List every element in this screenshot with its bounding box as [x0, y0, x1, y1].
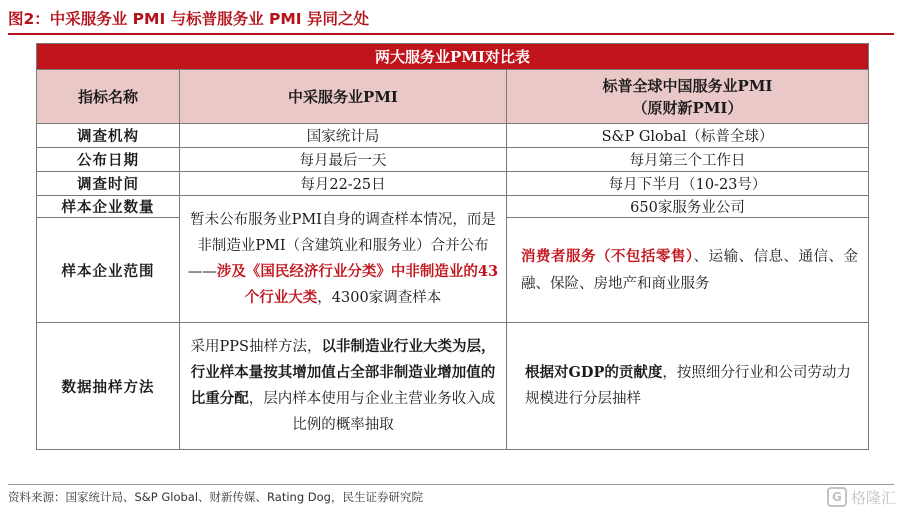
sp-cell: S&P Global（标普全球）: [507, 124, 869, 148]
row-label: 样本企业范围: [37, 218, 180, 323]
row-label: 数据抽样方法: [37, 323, 180, 450]
comparison-table: [36, 43, 869, 450]
figure-title: 图2：中采服务业 PMI 与标普服务业 PMI 异同之处: [8, 10, 369, 28]
column-header-row: [37, 70, 869, 124]
table-caption-row: [37, 44, 869, 70]
header-sp-pmi-line1: 标普全球中国服务业PMI: [602, 76, 773, 95]
header-indicator-name: 指标名称: [37, 70, 180, 124]
nbs-cell: 每月最后一天: [180, 148, 507, 172]
watermark-text: 格隆汇: [850, 488, 896, 507]
sp-scope-highlight: 消费者服务（不包括零售）: [521, 247, 694, 265]
sp-method-highlight: 根据对GDP的贡献度: [525, 364, 663, 381]
header-sp-pmi: [507, 70, 869, 124]
gelonghui-logo-icon: G: [827, 487, 847, 507]
sp-cell: 650家服务业公司: [507, 196, 869, 218]
table-row-release-date: [37, 148, 869, 172]
source-divider: [8, 484, 894, 485]
sp-cell: 每月下半月（10-23号）: [507, 172, 869, 196]
header-nbs-pmi: 中采服务业PMI: [180, 70, 507, 124]
nbs-sample-scope-cell: [180, 196, 507, 323]
table-row-sampling-method: [37, 323, 869, 450]
sp-method-text: ，按照细分行业和公司劳动力规模进行分层抽样: [525, 365, 851, 407]
watermark: [827, 484, 896, 510]
sp-cell: 每月第三个工作日: [507, 148, 869, 172]
nbs-scope-text-end: ，4300家调查样本: [317, 290, 442, 306]
table-row-survey-time: [37, 172, 869, 196]
nbs-cell: 每月22-25日: [180, 172, 507, 196]
nbs-method-highlight: 以非制造业行业大类为层，行业样本量按其增加值占全部非制造业增加值的比重分配: [190, 338, 496, 407]
comparison-table-container: [36, 43, 868, 450]
header-sp-pmi-line2: （原财新PMI）: [632, 98, 743, 117]
nbs-method-text-end: ，层内样本使用与企业主营业务收入成比例的概率抽取: [248, 391, 496, 433]
sp-scope-text: 、运输、信息、通信、金融、保险、房地产和商业服务: [521, 248, 859, 292]
sp-sample-scope-cell: [507, 218, 869, 323]
nbs-scope-highlight: 涉及《国民经济行业分类》中非制造业的43个行业大类: [216, 263, 499, 306]
sp-method-cell: [507, 323, 869, 450]
row-label: 公布日期: [37, 148, 180, 172]
nbs-method-cell: [180, 323, 507, 450]
nbs-scope-text: 暂未公布服务业PMI自身的调查样本情况，而是非制造业PMI（含建筑业和服务业）合并公布——: [187, 212, 496, 280]
nbs-method-text: 采用PPS抽样方法，: [190, 339, 322, 355]
row-label: 调查机构: [37, 124, 180, 148]
table-row-sample-count: [37, 196, 869, 218]
title-divider: [8, 33, 894, 35]
nbs-cell: 国家统计局: [180, 124, 507, 148]
table-caption: 两大服务业PMI对比表: [37, 44, 869, 70]
row-label: 样本企业数量: [37, 196, 180, 218]
row-label: 调查时间: [37, 172, 180, 196]
table-row-survey-org: [37, 124, 869, 148]
source-note: 资料来源：国家统计局、S&P Global、财新传媒、Rating Dog，民生证券研究院: [8, 490, 423, 504]
